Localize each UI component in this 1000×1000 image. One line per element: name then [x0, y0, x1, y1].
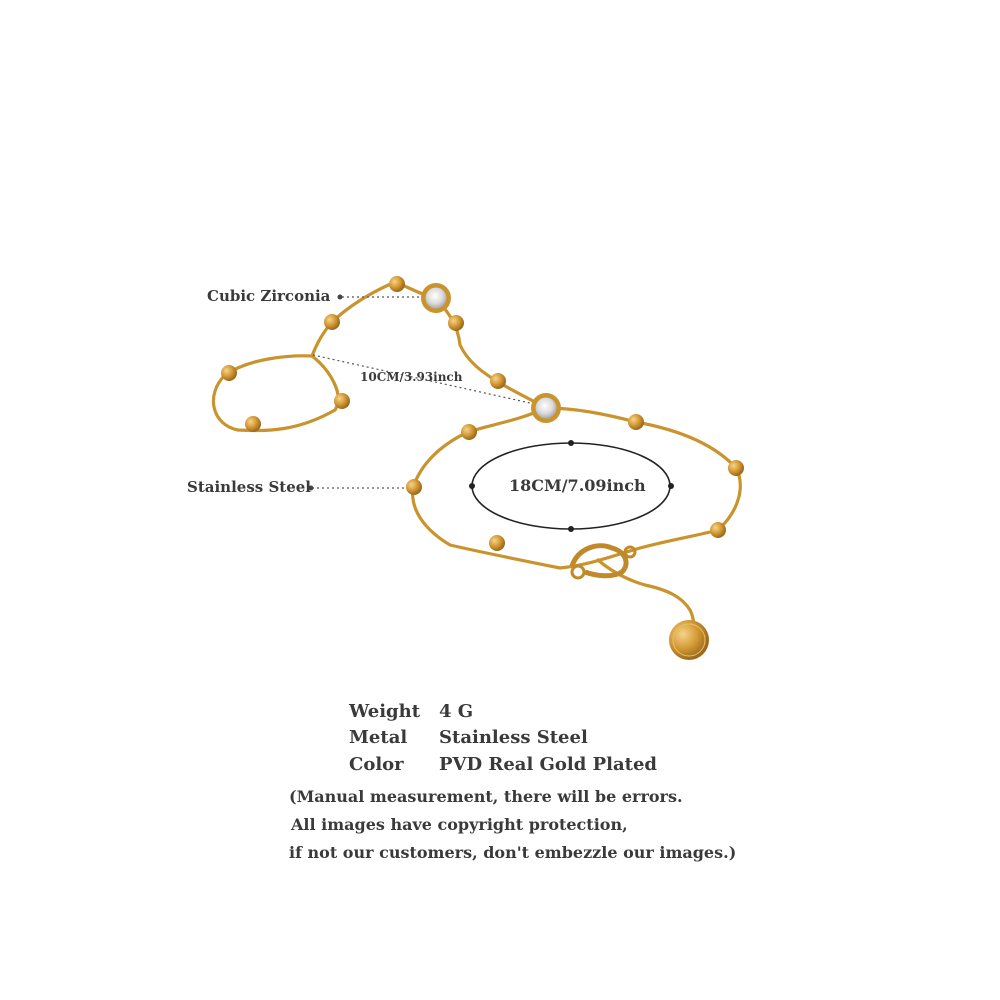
disclaimer-line: (Manual measurement, there will be errors.	[289, 787, 683, 806]
disclaimer-line: All images have copyright protection,	[291, 815, 628, 834]
bead	[490, 373, 506, 389]
spec-metal	[349, 727, 588, 748]
spec-color	[349, 754, 657, 775]
spec-value: Stainless Steel	[439, 727, 588, 748]
annotation-lines	[312, 297, 530, 488]
spec-key: Color	[349, 754, 404, 775]
bead	[324, 314, 340, 330]
finger-length-label: 10CM/3.93inch	[360, 370, 463, 384]
gold-beads	[221, 276, 744, 551]
cubic-zirconia-label: Cubic Zirconia	[207, 287, 331, 305]
bead	[728, 460, 744, 476]
charm-tag	[669, 620, 709, 660]
bead	[461, 424, 477, 440]
disclaimer-line: if not our customers, don't embezzle our images.)	[289, 843, 737, 862]
lobster-clasp	[572, 546, 635, 578]
spec-key: Weight	[349, 701, 421, 722]
stainless-steel-label: Stainless Steel	[187, 478, 311, 496]
bracelet-length-label: 18CM/7.09inch	[509, 476, 646, 495]
bead	[245, 416, 261, 432]
bead	[334, 393, 350, 409]
spec-value: 4 G	[439, 701, 474, 722]
spec-value: PVD Real Gold Plated	[439, 754, 658, 775]
cubic-zirconia-stones	[421, 283, 561, 423]
bead	[710, 522, 726, 538]
spec-weight	[349, 701, 473, 722]
bead	[221, 365, 237, 381]
bead	[389, 276, 405, 292]
bead	[406, 479, 422, 495]
bead	[489, 535, 505, 551]
gold-chain	[213, 282, 740, 642]
bead	[628, 414, 644, 430]
spec-key: Metal	[349, 727, 408, 748]
bead	[448, 315, 464, 331]
